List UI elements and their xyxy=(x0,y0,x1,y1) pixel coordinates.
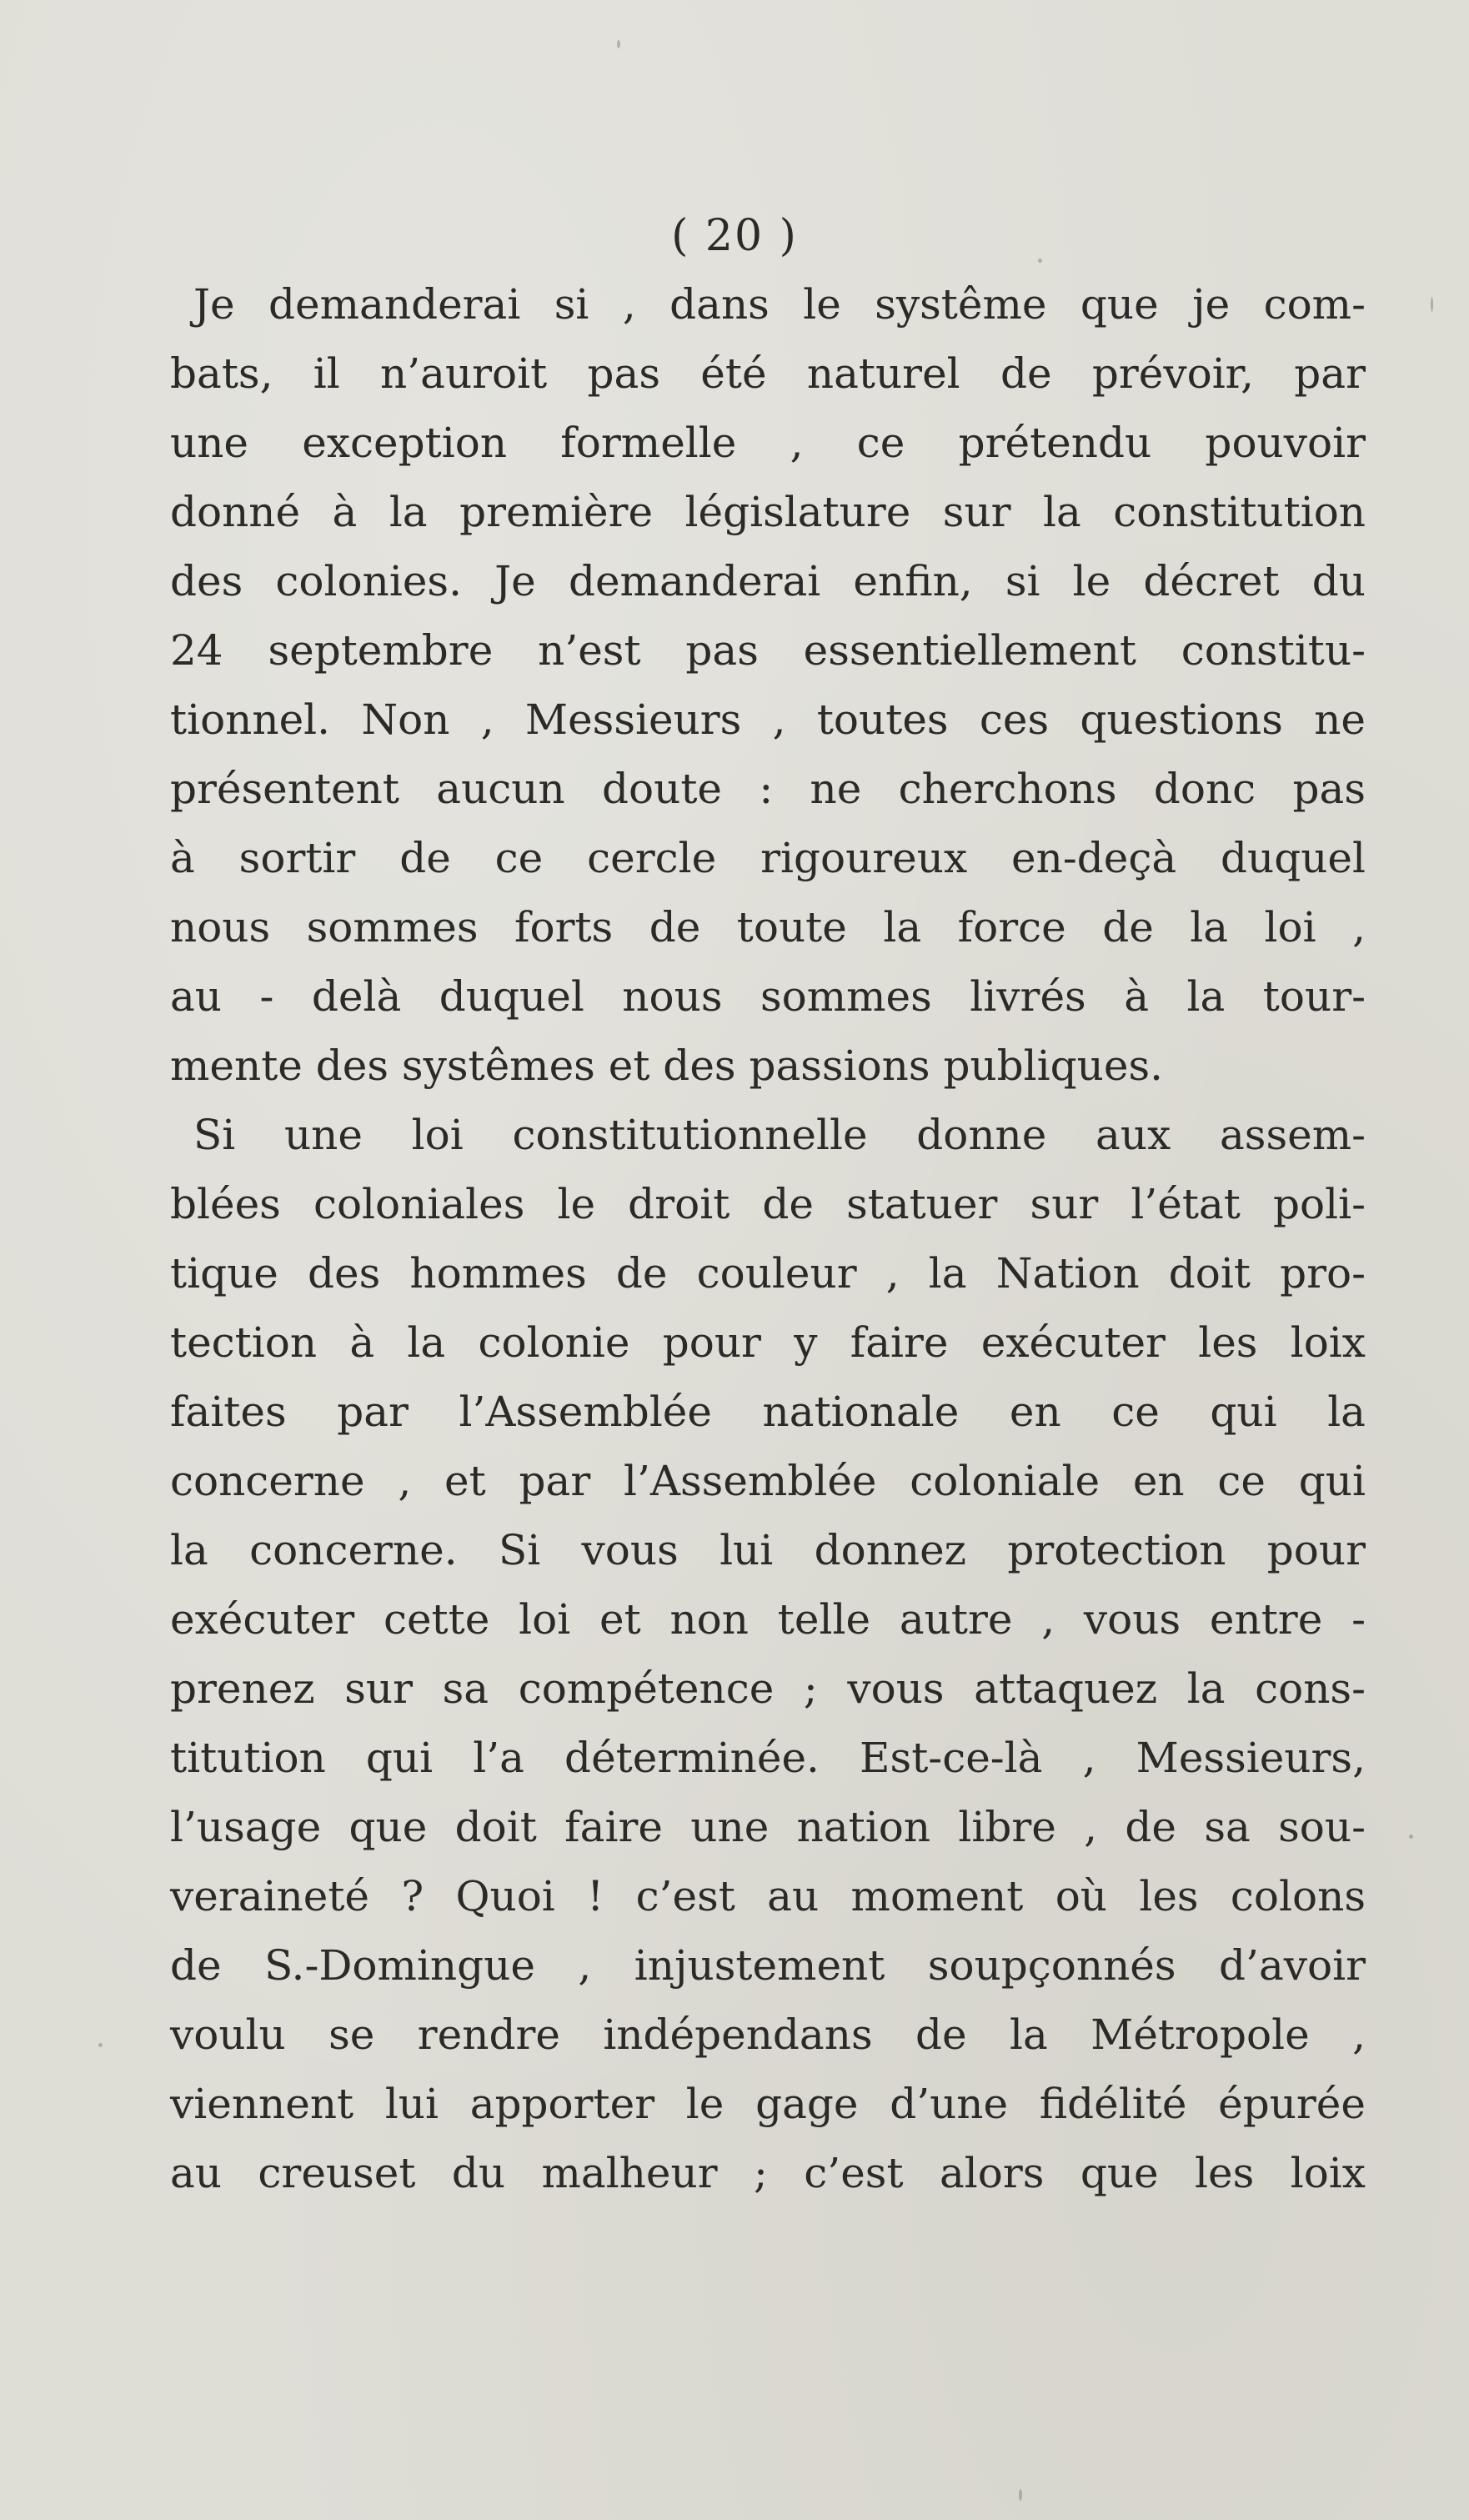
text-line: Je demanderai si , dans le systême que je com- xyxy=(193,280,1366,329)
text-line: bats, il n’auroit pas été naturel de prévoir, par xyxy=(170,349,1366,398)
text-line: des colonies. Je demanderai enfin, si le décret du xyxy=(170,557,1366,605)
text-line: veraineté ? Quoi ! c’est au moment où les colons xyxy=(170,1872,1366,1920)
text-line: voulu se rendre indépendans de la Métropole , xyxy=(170,2010,1366,2059)
text-line: à sortir de ce cercle rigoureux en-deçà duquel xyxy=(170,834,1366,882)
text-line: Si une loi constitutionnelle donne aux assem- xyxy=(193,1111,1366,1159)
text-line: concerne , et par l’Assemblée coloniale en ce qui xyxy=(170,1457,1366,1505)
text-line: présentent aucun doute : ne cherchons donc pas xyxy=(170,765,1366,813)
text-line: blées coloniales le droit de statuer sur l’état poli- xyxy=(170,1180,1366,1228)
text-line: viennent lui apporter le gage d’une fidélité épurée xyxy=(170,2080,1366,2128)
page-number: ( 20 ) xyxy=(671,211,798,261)
body-text xyxy=(170,270,1366,2208)
text-line: une exception formelle , ce prétendu pouvoir xyxy=(170,419,1366,467)
text-line: tique des hommes de couleur , la Nation doit pro- xyxy=(170,1249,1366,1298)
paper-speck xyxy=(1409,1835,1413,1839)
text-line: titution qui l’a déterminée. Est-ce-là , Messieurs, xyxy=(170,1734,1366,1782)
text-line: tection à la colonie pour y faire exécuter les loix xyxy=(170,1318,1366,1367)
paper-speck xyxy=(1431,297,1433,312)
text-line: nous sommes forts de toute la force de la loi , xyxy=(170,903,1366,951)
text-line: au creuset du malheur ; c’est alors que les loix xyxy=(170,2149,1366,2197)
paper-speck xyxy=(617,40,620,48)
text-line: l’usage que doit faire une nation libre , de sa sou- xyxy=(170,1803,1366,1851)
text-line: exécuter cette loi et non telle autre , vous entre - xyxy=(170,1595,1366,1644)
text-line: mente des systêmes et des passions publiques. xyxy=(170,1042,1163,1090)
text-line: de S.-Domingue , injustement soupçonnés d’avoir xyxy=(170,1941,1366,1990)
text-line: donné à la première législature sur la constitution xyxy=(170,488,1366,536)
text-line: 24 septembre n’est pas essentiellement constitu- xyxy=(170,626,1366,675)
paper-speck xyxy=(98,2043,103,2047)
text-line: tionnel. Non , Messieurs , toutes ces questions ne xyxy=(170,695,1366,744)
text-line: prenez sur sa compétence ; vous attaquez la cons- xyxy=(170,1664,1366,1713)
paper-speck xyxy=(1038,259,1042,263)
text-line: la concerne. Si vous lui donnez protection pour xyxy=(170,1526,1366,1574)
paper-speck xyxy=(1019,2489,1022,2501)
text-line: faites par l’Assemblée nationale en ce qui la xyxy=(170,1388,1366,1436)
text-line: au - delà duquel nous sommes livrés à la tour- xyxy=(170,972,1366,1021)
